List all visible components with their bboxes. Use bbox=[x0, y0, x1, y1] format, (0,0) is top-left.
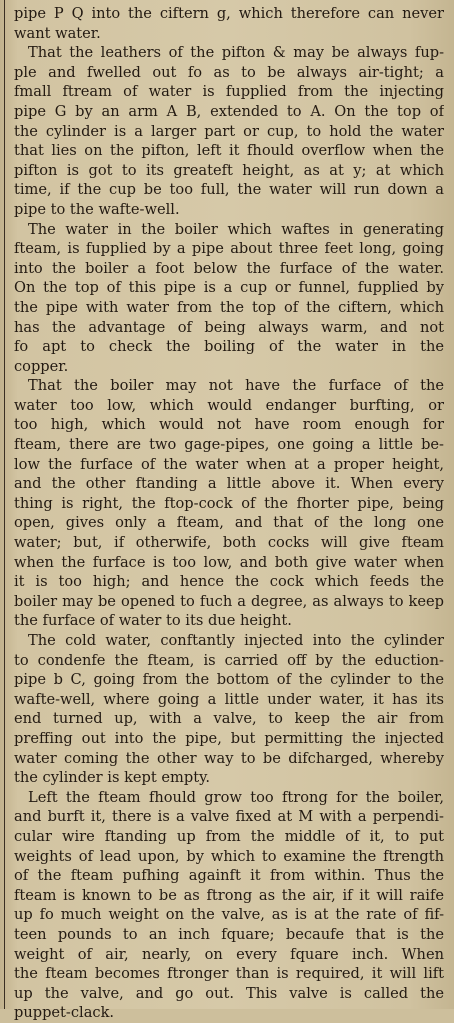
text-line: and the other ftanding a little above it. When every bbox=[14, 475, 444, 493]
text-line: teen pounds to an inch fquare; becaufe that is the bbox=[14, 925, 444, 943]
text-line: pipe to the wafte-well. bbox=[14, 200, 180, 218]
text-line: ple and fwelled out fo as to be always air-tight; a bbox=[14, 63, 444, 81]
text-line: the pipe with water from the top of the ciftern, which bbox=[14, 298, 444, 316]
paragraph bbox=[14, 4, 444, 43]
left-margin-rule bbox=[4, 0, 5, 1009]
text-line: that lies on the pifton, left it fhould overflow when the bbox=[14, 142, 444, 160]
text-line: Left the fteam fhould grow too ftrong for the boiler, bbox=[28, 788, 444, 806]
text-line: into the boiler a foot below the furface of the water. bbox=[14, 259, 444, 277]
text-line: pipe G by an arm A B, extended to A. On the top of bbox=[14, 102, 444, 120]
text-line: the furface of water to its due height. bbox=[14, 612, 292, 630]
text-line: That the leathers of the pifton & may be always fup- bbox=[28, 44, 444, 62]
text-line: of the fteam pufhing againft it from within. Thus the bbox=[14, 867, 444, 885]
text-line: On the top of this pipe is a cup or funnel, fupplied by bbox=[14, 279, 444, 297]
text-line: up the valve, and go out. This valve is called the bbox=[14, 984, 444, 1002]
text-line: wafte-well, where going a little under water, it has its bbox=[14, 690, 444, 708]
text-line: and burft it, there is a valve fixed at M with a perpendi- bbox=[14, 808, 444, 826]
paragraph bbox=[14, 788, 444, 1023]
text-line: puppet-clack. bbox=[14, 1004, 115, 1022]
text-line: water; but, if otherwife, both cocks will give fteam bbox=[14, 534, 444, 552]
paragraph bbox=[14, 376, 444, 631]
text-line: boiler may be opened to fuch a degree, as always to keep bbox=[14, 592, 444, 610]
text-line: the fteam becomes ftronger than is required, it will lift bbox=[14, 965, 444, 983]
text-line: fteam is known to be as ftrong as the air, if it will raife bbox=[14, 886, 444, 904]
paragraph bbox=[14, 631, 444, 788]
text-line: time, if the cup be too full, the water will run down a bbox=[14, 181, 444, 199]
text-line: open, gives only a fteam, and that of the long one bbox=[14, 514, 444, 532]
text-line: fmall ftream of water is fupplied from the injecting bbox=[14, 83, 444, 101]
text-line: water too low, which would endanger burfting, or bbox=[14, 396, 444, 414]
page-body-text bbox=[14, 4, 444, 1023]
text-line: want water. bbox=[14, 24, 101, 42]
text-line: too high, which would not have room enough for bbox=[14, 416, 444, 434]
text-line: the cylinder is kept empty. bbox=[14, 769, 211, 787]
paragraph bbox=[14, 43, 444, 219]
paragraph bbox=[14, 220, 444, 377]
text-line: The cold water, conftantly injected into the cylinder bbox=[28, 632, 444, 649]
text-line: copper. bbox=[14, 357, 69, 375]
text-line: has the advantage of being always warm, and not bbox=[14, 318, 444, 336]
text-line: The water in the boiler which waftes in generating bbox=[28, 220, 444, 238]
text-line: fteam, there are two gage-pipes, one going a little be- bbox=[14, 436, 444, 454]
text-line: fteam, is fupplied by a pipe about three feet long, going bbox=[14, 240, 444, 258]
text-line: fo apt to check the boiling of the water in the bbox=[14, 338, 444, 356]
text-line: weight of air, nearly, on every fquare inch. When bbox=[14, 945, 444, 963]
text-line: low the furface of the water when at a proper height, bbox=[14, 455, 444, 473]
text-line: preffing out into the pipe, but permitting the injected bbox=[14, 729, 444, 747]
text-line: when the furface is too low, and both give water when bbox=[14, 553, 444, 571]
text-line: water coming the other way to be difcharged, whereby bbox=[14, 749, 444, 767]
text-line: end turned up, with a valve, to keep the air from bbox=[14, 710, 444, 728]
text-line: thing is right, the ftop-cock of the fhorter pipe, being bbox=[14, 494, 444, 512]
text-line: cular wire ftanding up from the middle of it, to put bbox=[14, 827, 444, 845]
text-line: to condenfe the fteam, is carried off by the eduction- bbox=[14, 651, 444, 669]
text-line: the cylinder is a larger part or cup, to hold the water bbox=[14, 122, 444, 140]
text-line: up fo much weight on the valve, as is at the rate of fif- bbox=[14, 906, 444, 924]
text-line: it is too high; and hence the cock which feeds the bbox=[14, 573, 444, 591]
text-line: pipe P Q into the ciftern g, which therefore can never bbox=[14, 5, 444, 22]
text-line: pipe b C, going from the bottom of the cylinder to the bbox=[14, 671, 444, 689]
text-line: weights of lead upon, by which to examine the ftrength bbox=[14, 847, 444, 865]
text-line: pifton is got to its greateft height, as at y; at which bbox=[14, 161, 444, 179]
text-line: That the boiler may not have the furface of the bbox=[28, 377, 444, 395]
